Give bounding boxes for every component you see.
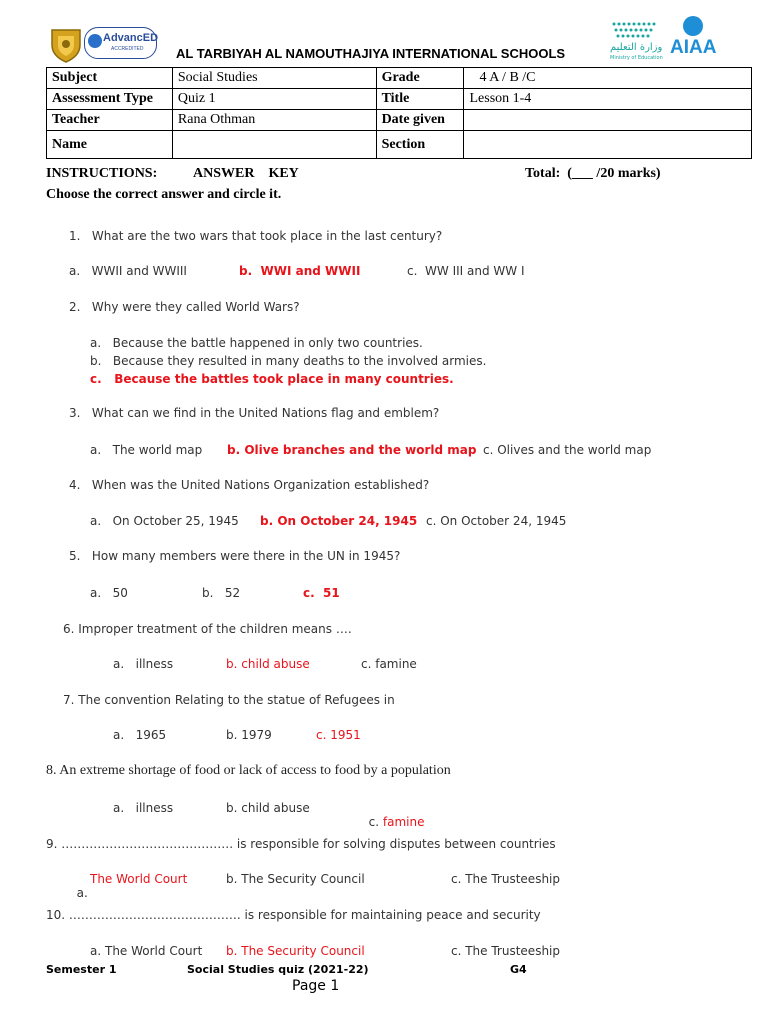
q8-option-c-answer: famine (382, 815, 425, 829)
footer-semester: Semester 1 (46, 963, 117, 976)
ministry-logo: وزارة التعليم Ministry of Education (608, 20, 664, 64)
q1-option-c[interactable]: c. WW III and WW I (407, 264, 525, 278)
q3-option-a[interactable]: a. The world map (90, 443, 203, 457)
q2-option-a[interactable]: a. Because the battle happened in only two countries. (90, 336, 423, 350)
q8-option-b[interactable]: b. child abuse (226, 801, 310, 815)
question-10: 10. ……………………………………. is responsible for maintaining peace and security (46, 908, 541, 922)
question-1: 1. What are the two wars that took place in the last century? (69, 229, 443, 243)
q7-option-c-answer[interactable]: c. 1951 (316, 728, 361, 742)
question-9: 9. ……………………………………. is responsible for solving disputes between countries (46, 837, 556, 851)
grade-label: Grade (376, 68, 464, 89)
question-6: 6. Improper treatment of the children means …. (63, 622, 352, 636)
q2-option-b[interactable]: b. Because they resulted in many deaths to the involved armies. (90, 354, 487, 368)
section-label: Section (376, 131, 464, 159)
name-field[interactable] (172, 131, 376, 159)
question-5: 5. How many members were there in the UN in 1945? (69, 549, 401, 563)
q10-option-c[interactable]: c. The Trusteeship (451, 944, 560, 958)
q6-option-b-answer[interactable]: b. child abuse (226, 657, 310, 671)
assessment-value: Quiz 1 (172, 89, 376, 110)
title-label: Title (376, 89, 464, 110)
grade-value: 4 A / B /C (464, 68, 752, 89)
total-marks: Total: (___ /20 marks) (525, 166, 661, 181)
question-2: 2. Why were they called World Wars? (69, 300, 300, 314)
title-value: Lesson 1-4 (464, 89, 752, 110)
footer-grade: G4 (510, 963, 527, 976)
q9-option-b[interactable]: b. The Security Council (226, 872, 365, 886)
q4-option-a[interactable]: a. On October 25, 1945 (90, 514, 239, 528)
date-label: Date given (376, 110, 464, 131)
q5-option-a[interactable]: a. 50 (90, 586, 128, 600)
name-label: Name (47, 131, 173, 159)
question-3: 3. What can we find in the United Nations flag and emblem? (69, 406, 440, 420)
q8-option-c[interactable] (361, 801, 424, 829)
question-7: 7. The convention Relating to the statue of Refugees in (63, 693, 395, 707)
q4-option-b-answer[interactable]: b. On October 24, 1945 (260, 514, 418, 528)
q5-option-c-answer[interactable]: c. 51 (303, 586, 340, 600)
question-8: 8. An extreme shortage of food or lack of access to food by a population (46, 763, 451, 778)
info-table (46, 67, 752, 159)
q6-option-c[interactable]: c. famine (361, 657, 417, 671)
q7-option-a[interactable]: a. 1965 (113, 728, 167, 742)
subject-label: Subject (47, 68, 173, 89)
q4-option-c[interactable]: c. On October 24, 1945 (426, 514, 567, 528)
q9-option-a-letter: a. (76, 886, 88, 900)
q2-option-c-answer[interactable]: c. Because the battles took place in many countries. (90, 372, 454, 386)
assessment-label: Assessment Type (47, 89, 173, 110)
q9-option-a[interactable] (69, 872, 88, 900)
footer-quiz-title: Social Studies quiz (2021-22) (187, 963, 369, 976)
aiaa-logo: AIAA (670, 14, 724, 64)
q5-option-b[interactable]: b. 52 (202, 586, 241, 600)
subject-value: Social Studies (172, 68, 376, 89)
answer-key-label: ANSWER KEY (193, 166, 299, 181)
instructions-label: INSTRUCTIONS: (46, 166, 158, 181)
q8-option-c-letter: c. (368, 815, 383, 829)
q10-option-b-answer[interactable]: b. The Security Council (226, 944, 365, 958)
q1-option-b-answer[interactable]: b. WWI and WWII (239, 264, 361, 278)
q1-option-a[interactable]: a. WWII and WWIII (69, 264, 187, 278)
q6-option-a[interactable]: a. illness (113, 657, 174, 671)
q9-option-c[interactable]: c. The Trusteeship (451, 872, 560, 886)
q3-option-c[interactable]: c. Olives and the world map (483, 443, 652, 457)
q9-option-a-answer[interactable]: The World Court (90, 872, 188, 886)
globe-icon (683, 16, 703, 36)
instructions-directive: Choose the correct answer and circle it. (46, 187, 282, 202)
q10-option-a[interactable]: a. The World Court (90, 944, 203, 958)
q7-option-b[interactable]: b. 1979 (226, 728, 272, 742)
question-4: 4. When was the United Nations Organization established? (69, 478, 430, 492)
page-number: Page 1 (292, 978, 340, 994)
date-field[interactable] (464, 110, 752, 131)
q3-option-b-answer[interactable]: b. Olive branches and the world map (227, 443, 477, 457)
school-name: AL TARBIYAH AL NAMOUTHAJIYA INTERNATIONAL SCHOOLS (176, 46, 566, 61)
q8-option-a[interactable]: a. illness (113, 801, 174, 815)
advanced-logo: AdvancED ACCREDITED (84, 27, 157, 59)
advanced-globe-icon (88, 34, 102, 48)
section-field[interactable] (464, 131, 752, 159)
shield-logo (49, 27, 83, 63)
teacher-label: Teacher (47, 110, 173, 131)
teacher-value: Rana Othman (172, 110, 376, 131)
